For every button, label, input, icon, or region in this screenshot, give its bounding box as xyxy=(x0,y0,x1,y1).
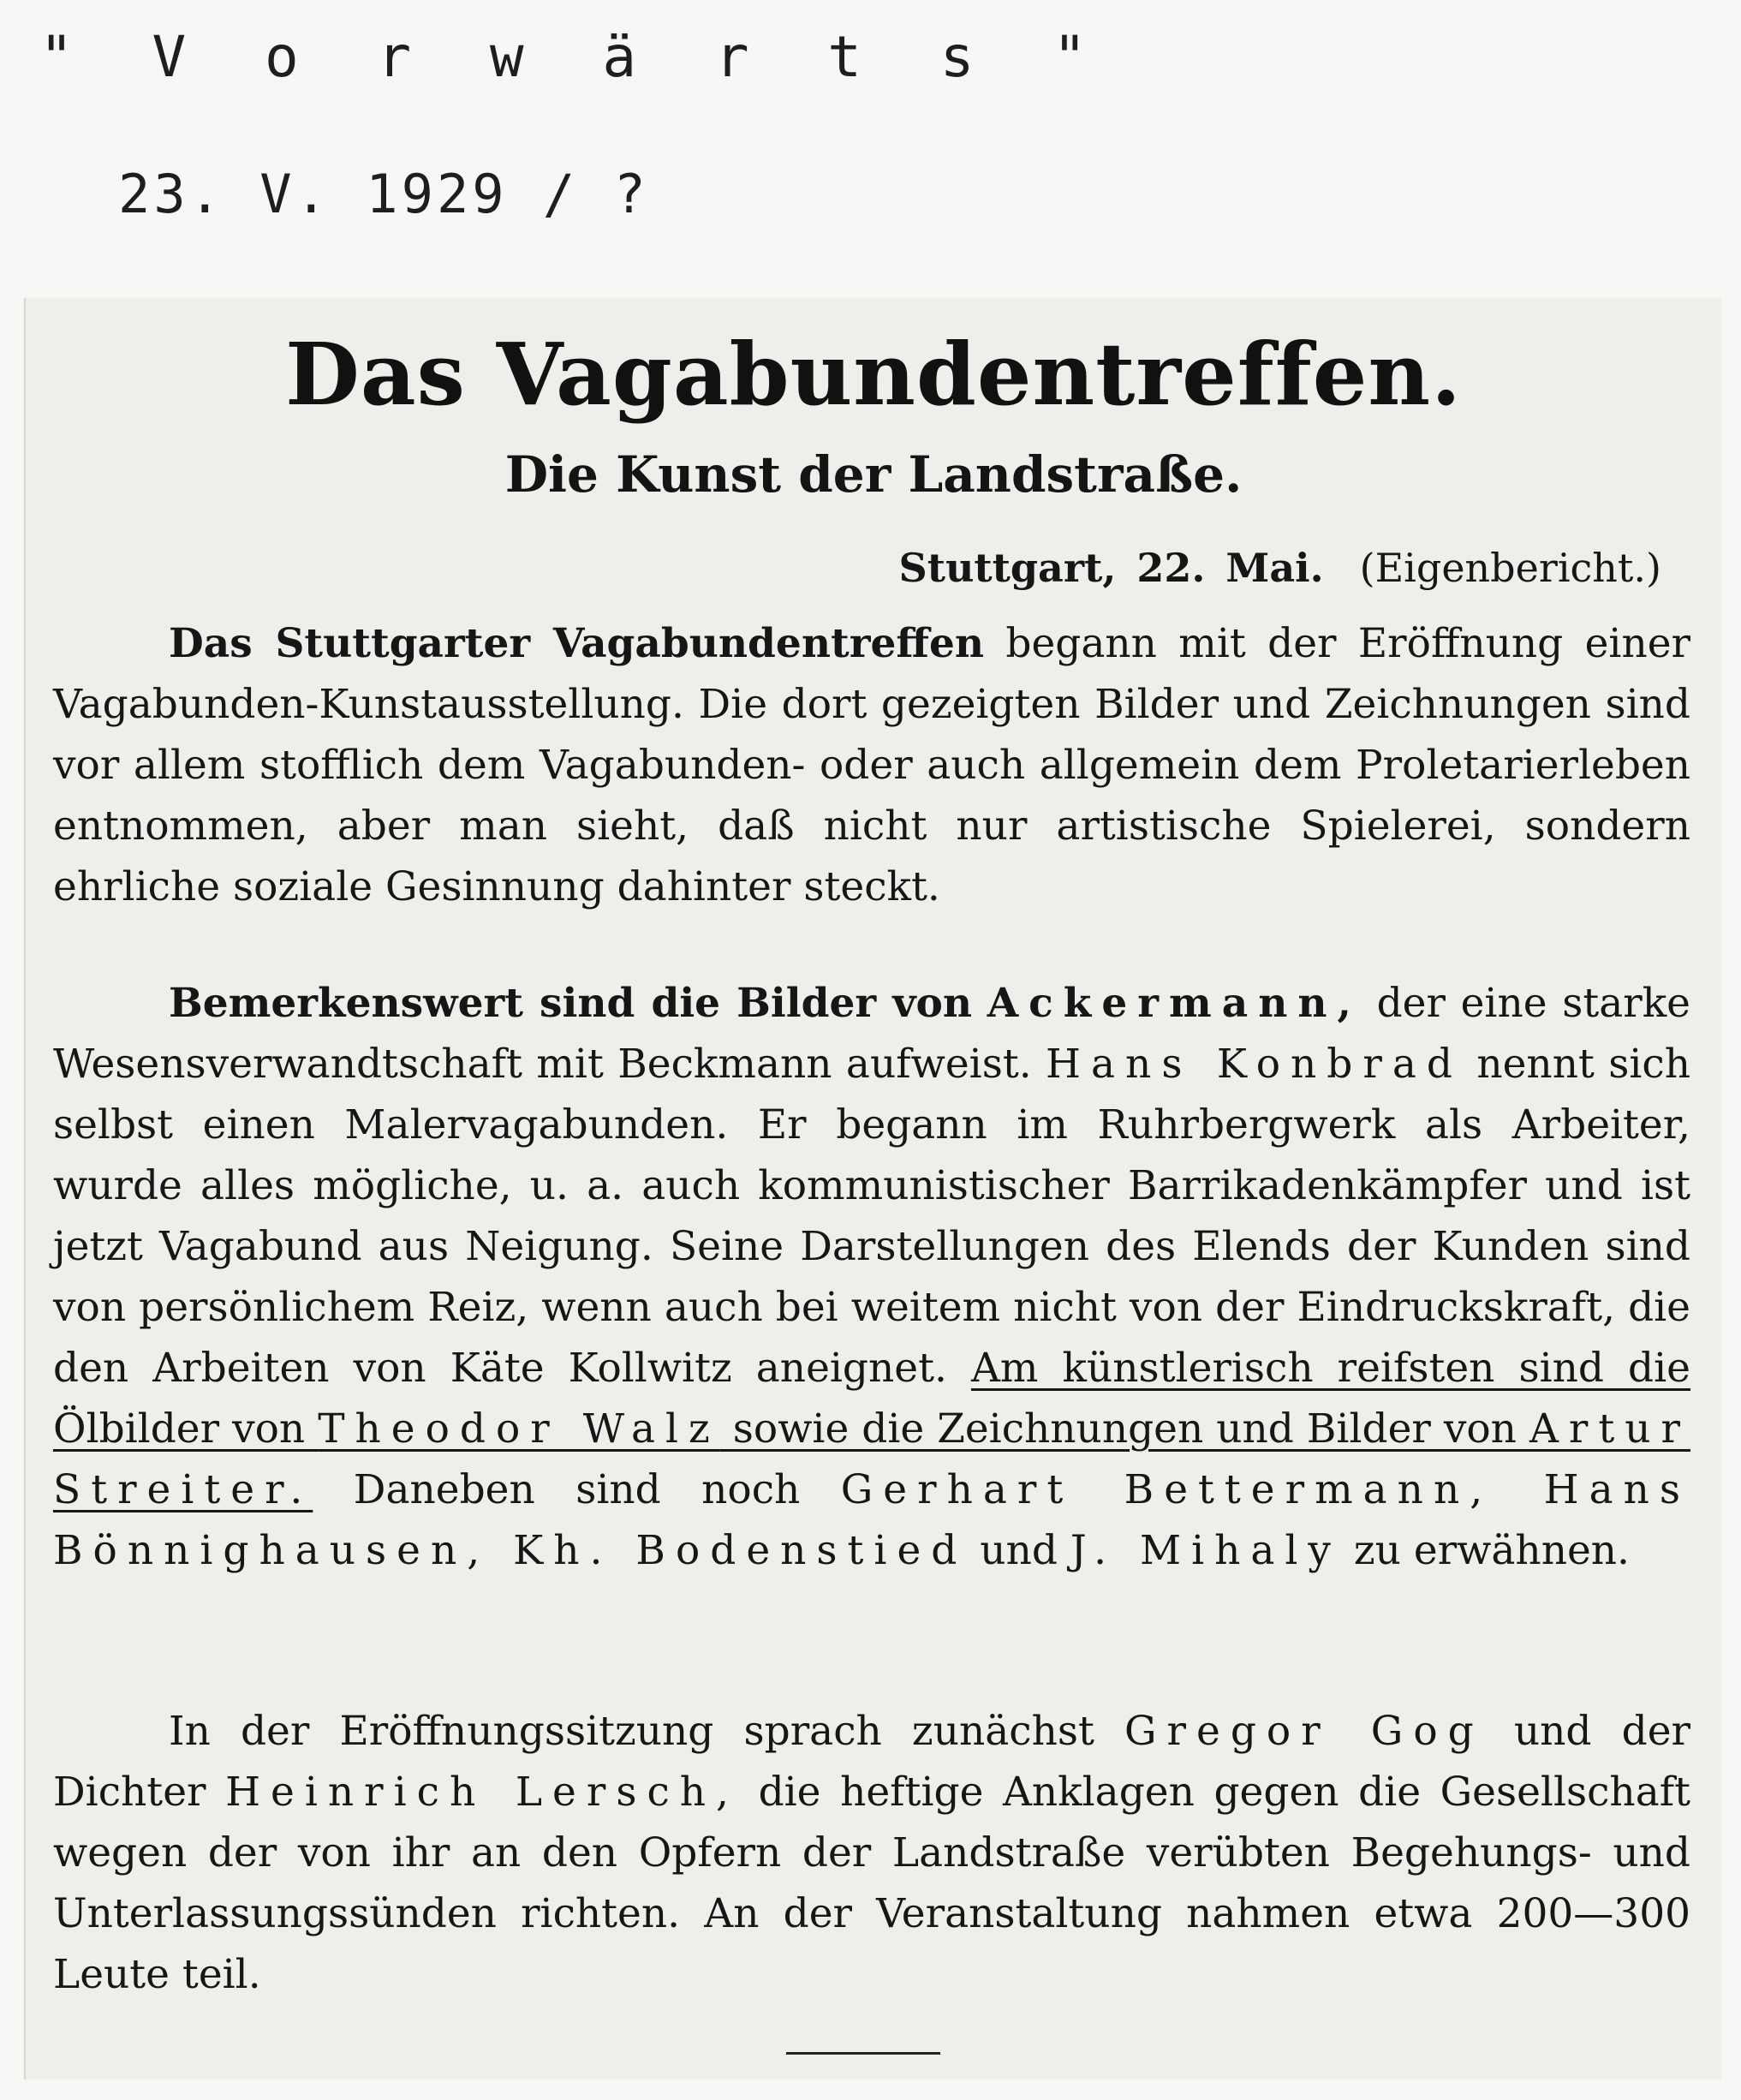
artist-name-walz: Theodor Walz xyxy=(318,1405,720,1453)
archive-source-label: " V o r w ä r t s " xyxy=(39,24,1109,90)
underlined-passage-2: sowie die Zeichnungen und Bilder von xyxy=(719,1405,1529,1453)
paragraph-3-text-3: die heftige Anklagen gegen die Gesellschaft wegen der von ihr an den Opfern der Landstraße verübten Begehungs- und Unterlassungssünden richten. An der Veranstaltung nahmen etwa 200—300 Leute teil. xyxy=(53,1769,1690,1998)
artist-names-others: Gerhart Bettermann, Hans Bönnighausen, Kh. Bodenstied xyxy=(53,1466,1691,1574)
archive-date-label: 23. V. 1929 / ? xyxy=(118,163,649,225)
article-dateline xyxy=(898,545,1661,591)
paragraph-2-text-3: Daneben sind noch xyxy=(313,1466,841,1513)
article-paragraph-2 xyxy=(53,973,1690,1581)
artist-name-konbrad: Hans Konbrad xyxy=(1046,1041,1463,1088)
artist-name-ackermann: Ackermann, xyxy=(987,980,1362,1027)
newspaper-clipping xyxy=(24,298,1721,2079)
artist-name-mihaly: J. Mihaly xyxy=(1070,1527,1341,1574)
paragraph-3-text-2: und der Dichter xyxy=(53,1708,1691,1816)
article-paragraph-1 xyxy=(53,613,1690,917)
article-paragraph-3 xyxy=(53,1701,1690,2005)
paragraph-3-text-1: In der Eröffnungssitzung sprach zunächst xyxy=(169,1708,1124,1755)
dateline-byline: (Eigenbericht.) xyxy=(1359,545,1661,591)
dateline-place-date: Stuttgart, 22. Mai. xyxy=(898,545,1324,591)
speaker-name-gog: Gregor Gog xyxy=(1124,1708,1484,1755)
underlined-passage-1: Am künstlerisch reifsten sind die Ölbilder von xyxy=(53,1345,1690,1453)
paragraph-2-text-5: zu erwähnen. xyxy=(1340,1527,1630,1574)
artist-name-streiter: Artur Streiter. xyxy=(53,1405,1690,1513)
speaker-name-lersch: Heinrich Lersch, xyxy=(225,1769,739,1816)
paragraph-2-text-4: und xyxy=(967,1527,1070,1574)
article-headline: Das Vagabundentreffen. xyxy=(285,324,1462,425)
end-of-article-rule xyxy=(786,2052,940,2055)
paragraph-1-text: begann mit der Eröffnung einer Vagabunden-Kunstausstellung. Die dort gezeigten Bilder und Zeichnungen sind vor allem stofflich dem Vagabunden- oder auch allgemein dem Proletarierleben entnommen, aber man sieht, daß nicht nur artistische Spielerei, sondern ehrliche soziale Gesinnung dahinter steckt. xyxy=(53,620,1690,910)
paragraph-1-lead: Das Stuttgarter Vagabundentreffen xyxy=(169,620,985,667)
paragraph-2-lead: Bemerkenswert sind die Bilder von xyxy=(169,980,973,1027)
article-subheadline: Die Kunst der Landstraße. xyxy=(504,445,1243,504)
paragraph-2-text-1: der eine starke Wesensverwandtschaft mit Beckmann aufweist. xyxy=(53,980,1690,1088)
paragraph-2-text-2: nennt sich selbst einen Malervagabunden. Er begann im Ruhrbergwerk als Arbeiter, wurde alles mögliche, u. a. auch kommunistischer Barrikadenkämpfer und ist jetzt Vagabund aus Neigung. Seine Darstellungen des Elends der Kunden sind von persönlichem Reiz, wenn auch bei weitem nicht von der Eindruckskraft, die den Arbeiten von Käte Kollwitz aneignet. xyxy=(53,1041,1690,1392)
